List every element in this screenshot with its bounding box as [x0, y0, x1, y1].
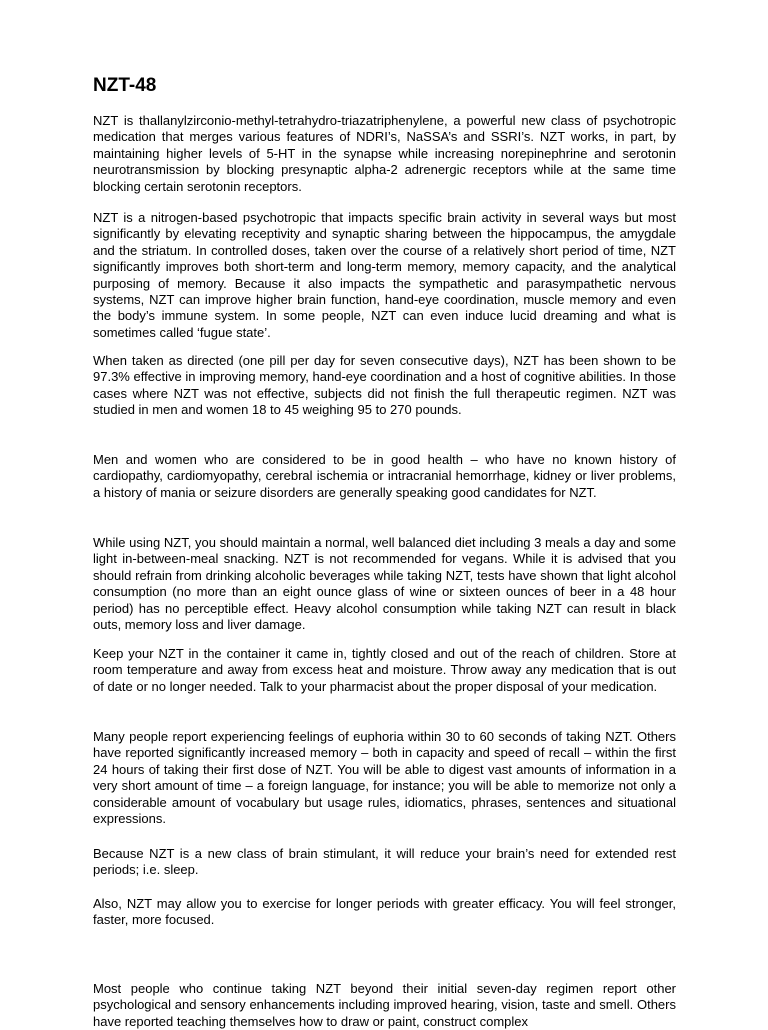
paragraph-3: When taken as directed (one pill per day for seven consecutive days), NZT has been shown to be 97.3% effective in improving memory, hand-eye coordination and a host of cognitive abilities. In those cases where NZT was not effective, subjects did not finish the full therapeutic regimen. NZT was studied in men and women 18 to 45 weighing 95 to 270 pounds.: [93, 353, 676, 418]
paragraph-1: NZT is thallanylzirconio-methyl-tetrahydro-triazatriphenylene, a powerful new class of psychotropic medication that merges various features of NDRI’s, NaSSA’s and SSRI’s. NZT works, in part, by maintaining higher levels of 5-HT in the synapse while increasing norepinephrine and serotonin neurotransmission by blocking presynaptic alpha-2 adrenergic receptors while at the same time blocking certain serotonin receptors.: [93, 113, 676, 194]
paragraph-10: Most people who continue taking NZT beyond their initial seven-day regimen report other psychological and sensory enhancements including improved hearing, vision, taste and smell. Others have reported teaching themselves how to draw or paint, construct complex: [93, 981, 676, 1029]
paragraph-6: Keep your NZT in the container it came in, tightly closed and out of the reach of children. Store at room temperature and away from excess heat and moisture. Throw away any medication that is out of date or no longer needed. Talk to your pharmacist about the proper disposal of your medication.: [93, 646, 676, 694]
paragraph-4: Men and women who are considered to be in good health – who have no known history of cardiopathy, cardiomyopathy, cerebral ischemia or intracranial hemorrhage, kidney or liver problems, a history of mania or seizure disorders are generally speaking good candidates for NZT.: [93, 452, 676, 500]
paragraph-8: Because NZT is a new class of brain stimulant, it will reduce your brain’s need for extended rest periods; i.e. sleep.: [93, 846, 676, 878]
paragraph-2: NZT is a nitrogen-based psychotropic that impacts specific brain activity in several ways but most significantly by elevating receptivity and synaptic sharing between the hippocampus, the amygdale and the striatum. In controlled doses, taken over the course of a relatively short period of time, NZT significantly improves both short-term and long-term memory, memory capacity, and the analytical purposing of memory. Because it also impacts the sympathetic and parasympathetic nervous systems, NZT can improve higher brain function, hand-eye coordination, muscle memory and even the body’s immune system. In some people, NZT can even induce lucid dreaming and what is sometimes called ‘fugue state’.: [93, 210, 676, 340]
document-title: NZT-48: [93, 75, 157, 96]
paragraph-5: While using NZT, you should maintain a normal, well balanced diet including 3 meals a day and some light in-between-meal snacking. NZT is not recommended for vegans. While it is advised that you should refrain from drinking alcoholic beverages while taking NZT, tests have shown that light alcohol consumption (no more than an eight ounce glass of wine or sixteen ounces of beer in a 48 hour period) has no perceptible effect. Heavy alcohol consumption while taking NZT can result in black outs, memory loss and liver damage.: [93, 535, 676, 633]
paragraph-9: Also, NZT may allow you to exercise for longer periods with greater efficacy. You will feel stronger, faster, more focused.: [93, 896, 676, 928]
paragraph-7: Many people report experiencing feelings of euphoria within 30 to 60 seconds of taking NZT. Others have reported significantly increased memory – both in capacity and speed of recall – within the first 24 hours of taking their first dose of NZT. You will be able to digest vast amounts of information in a very short amount of time – a foreign language, for instance; you will be able to memorize not only a considerable amount of vocabulary but usage rules, idiomatics, phrases, sentences and situational expressions.: [93, 729, 676, 827]
